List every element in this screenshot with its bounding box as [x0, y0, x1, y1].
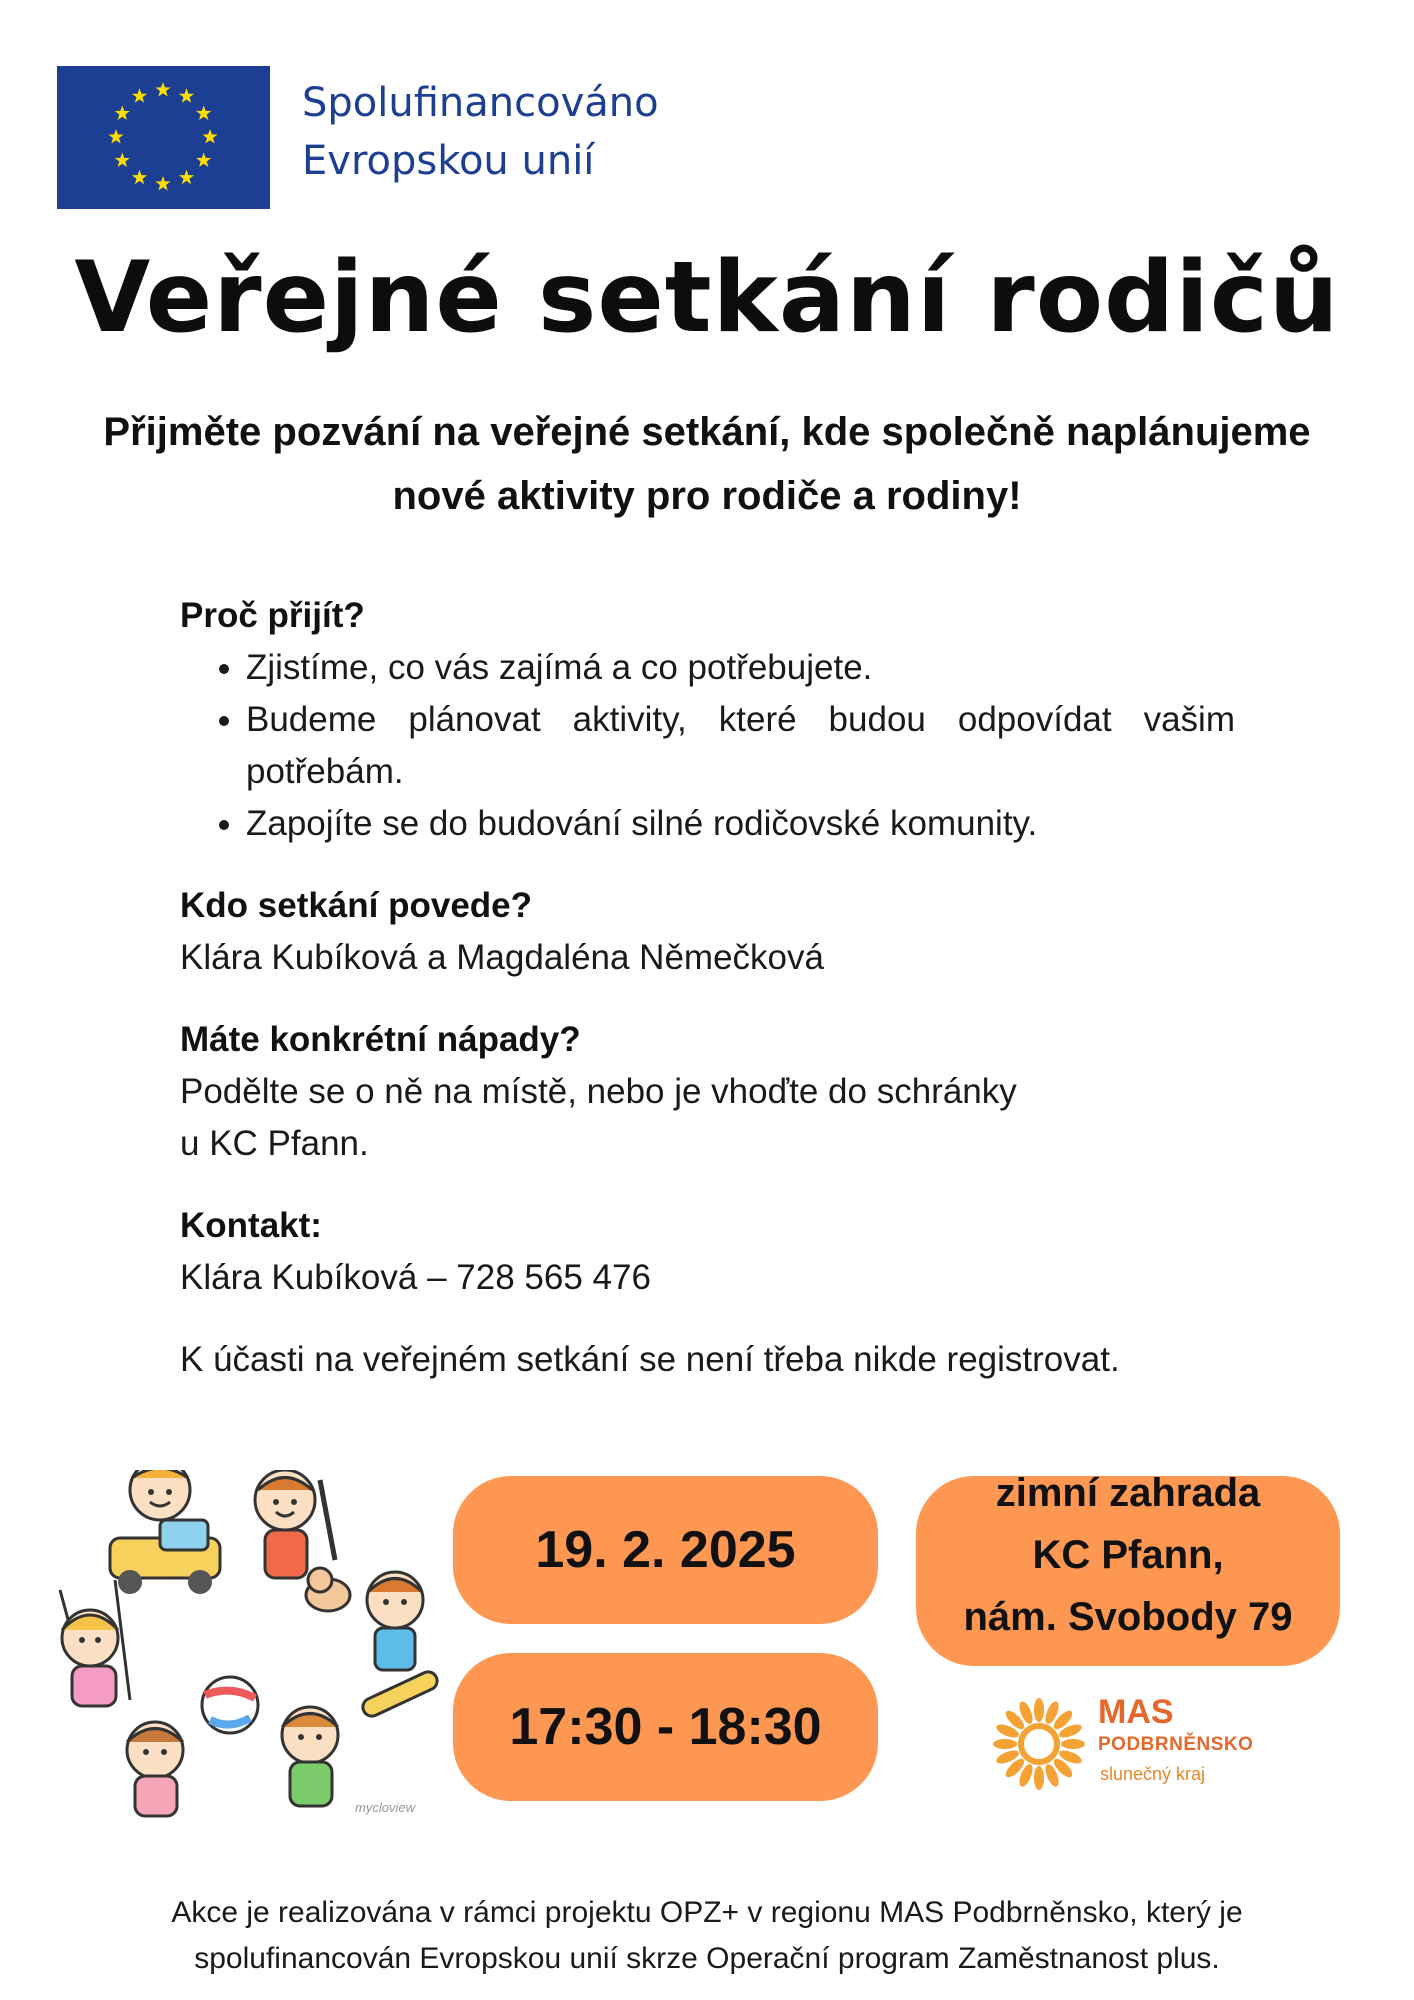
eu-star — [115, 153, 130, 168]
eu-star — [155, 82, 170, 97]
why-item: • Budeme plánovat aktivity, které budou odpovídat vašim potřebám. — [246, 694, 1240, 798]
eu-cofinanced-label — [302, 74, 659, 190]
footer-line1: Akce je realizována v rámci projektu OPZ+ v regionu MAS Podbrněnsko, který je — [171, 1896, 1243, 1929]
child-with-truck-icon — [110, 1470, 220, 1594]
mas-region: PODBRNĚNSKO — [1098, 1734, 1254, 1755]
event-date: 19. 2. 2025 — [453, 1476, 878, 1624]
beach-ball-icon — [202, 1677, 258, 1733]
page-title: Veřejné setkání rodičů — [74, 241, 1340, 355]
child-jumping-icon — [255, 1470, 335, 1578]
place-line2: KC Pfann, — [1032, 1533, 1224, 1577]
why-item: • Zjistíme, co vás zajímá a co potřebujete. — [246, 642, 1240, 694]
why-list — [180, 642, 1240, 850]
sun-ray — [993, 1739, 1017, 1749]
subtitle-line1: Přijměte pozvání na veřejné setkání, kde společně naplánujeme — [103, 410, 1311, 454]
eu-label-line2: Evropskou unií — [302, 138, 595, 184]
footer-note — [60, 1890, 1354, 1982]
contact-section — [180, 1200, 1240, 1304]
ideas-line2: u KC Pfann. — [180, 1124, 369, 1163]
contact-heading: Kontakt: — [180, 1206, 322, 1245]
girl-dancing-icon — [282, 1707, 338, 1806]
eu-star — [132, 88, 147, 103]
dog-icon — [306, 1568, 350, 1611]
main-content — [180, 590, 1240, 1386]
eu-star — [155, 176, 170, 191]
eu-star — [196, 153, 211, 168]
children-illustration — [20, 1470, 440, 1830]
ideas-heading: Máte konkrétní nápady? — [180, 1020, 581, 1059]
registration-note: K účasti na veřejném setkání se není třeba nikde registrovat. — [180, 1340, 1120, 1379]
event-place — [916, 1471, 1340, 1666]
eu-star — [196, 106, 211, 121]
contact-text: Klára Kubíková – 728 565 476 — [180, 1258, 651, 1297]
sun-ray — [1034, 1766, 1044, 1790]
why-heading: Proč přijít? — [180, 596, 365, 635]
invitation-subtitle — [20, 400, 1394, 528]
leaders-heading: Kdo setkání povede? — [180, 886, 533, 925]
illustration-credit: mycloview — [355, 1800, 415, 1815]
why-item: • Zapojíte se do budování silné rodičovské komunity. — [246, 798, 1240, 850]
eu-star — [108, 129, 123, 144]
leaders-section — [180, 880, 1240, 984]
eu-star — [179, 170, 194, 185]
sun-core — [1021, 1726, 1057, 1762]
eu-label-line1: Spolufinancováno — [302, 80, 659, 126]
eu-star — [115, 106, 130, 121]
mas-name: MAS — [1098, 1693, 1174, 1731]
mas-tagline: slunečný kraj — [1100, 1764, 1206, 1784]
girl-waving-icon — [127, 1722, 183, 1816]
subtitle-line2: nové aktivity pro rodiče a rodiny! — [392, 474, 1022, 518]
child-skateboarding-icon — [360, 1572, 440, 1719]
sun-logo-icon — [990, 1695, 1088, 1793]
ideas-line1: Podělte se o ně na místě, nebo je vhoďte do schránky — [180, 1072, 1017, 1111]
eu-stars-icon — [57, 66, 270, 209]
footer-line2: spolufinancován Evropskou unií skrze Operační program Zaměstnanost plus. — [194, 1942, 1220, 1975]
sun-ray — [1034, 1698, 1044, 1722]
eu-star — [179, 88, 194, 103]
sun-ray — [1061, 1739, 1085, 1749]
place-line3: nám. Svobody 79 — [963, 1595, 1293, 1639]
eu-flag-logo — [57, 66, 270, 209]
eu-star — [202, 129, 217, 144]
leaders-text: Klára Kubíková a Magdaléna Němečková — [180, 938, 824, 977]
eu-star — [132, 170, 147, 185]
girl-on-swing-icon — [60, 1580, 130, 1706]
place-line1: zimní zahrada — [995, 1471, 1261, 1515]
ideas-section — [180, 1014, 1240, 1170]
event-time: 17:30 - 18:30 — [453, 1653, 878, 1801]
